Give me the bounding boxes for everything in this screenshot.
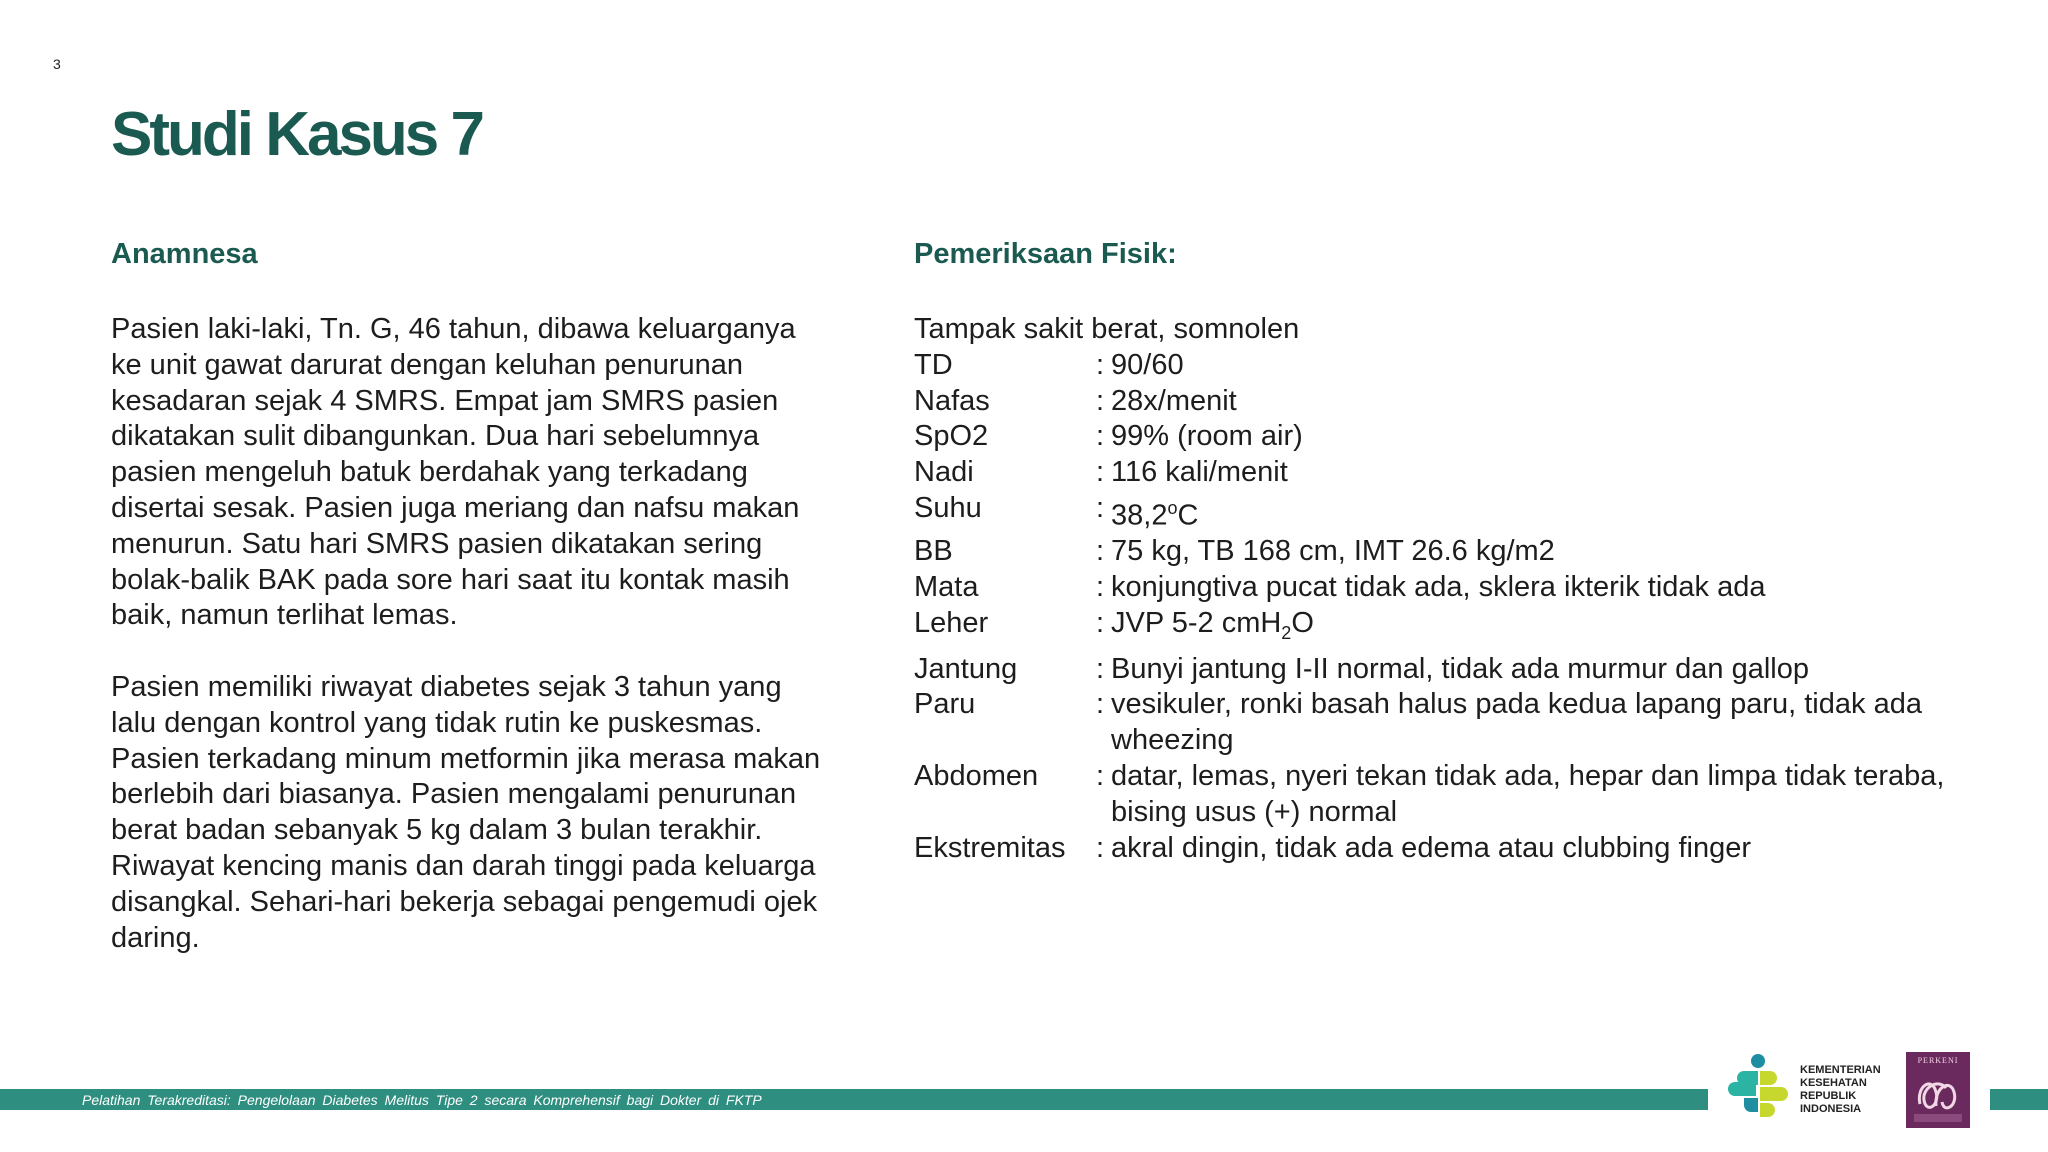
exam-value: 99% (room air) [1111,420,1303,453]
exam-value: Bunyi jantung I-II normal, tidak ada murmur dan gallop [1111,652,1809,685]
exam-row-suhu [914,491,1974,534]
exam-value: akral dingin, tidak ada edema atau clubbing finger [1111,831,1752,864]
exam-colon: : [1096,491,1105,524]
exam-value: datar, lemas, nyeri tekan tidak ada, hepar dan limpa tidak teraba, bising usus (+) normal [1111,760,1945,828]
exam-label: Jantung [914,652,1018,685]
exam-value: 90/60 [1111,348,1184,381]
exam-label: Nafas [914,384,990,417]
exam-row-mata [914,570,1974,606]
exam-colon: : [1096,688,1105,721]
jvp-subscript: 2 [1281,622,1292,643]
exam-label: BB [914,535,953,568]
exam-label: Mata [914,571,979,604]
temperature-value: 38,2 [1111,499,1168,532]
page-number: 3 [53,56,61,72]
footer-band-right [1990,1089,2048,1110]
physical-exam-list [914,312,1974,866]
exam-label: Leher [914,607,989,640]
exam-colon: : [1096,571,1105,604]
exam-row-ekstremitas [914,831,1974,867]
exam-label: Suhu [914,491,982,524]
kemenkes-logo-text [1800,1064,1881,1116]
exam-row-paru [914,687,1974,759]
exam-value: vesikuler, ronki basah halus pada kedua lapang paru, tidak ada wheezing [1111,688,1922,757]
kemenkes-line: REPUBLIK [1800,1090,1857,1102]
slide-title: Studi Kasus 7 [111,100,482,169]
kemenkes-line: INDONESIA [1800,1103,1862,1115]
exam-colon: : [1096,456,1105,489]
exam-value: 116 kali/menit [1111,456,1288,489]
exam-row-leher [914,606,1974,652]
exam-label: Paru [914,688,976,721]
exam-colon: : [1096,348,1105,381]
exam-colon: : [1096,420,1105,453]
anamnesa-paragraph: Pasien memiliki riwayat diabetes sejak 3 tahun yang lalu dengan kontrol yang tidak rutin ke puskesmas. Pasien terkadang minum metformin jika merasa makan berlebih dari biasanya. Pasien mengalami penurunan berat badan sebanyak 5 kg dalam 3 bulan terakhir. Riwayat kencing manis dan darah tinggi pada keluarga disangkal. Sehari-hari bekerja sebagai pengemudi ojek daring. [111,670,821,954]
kemenkes-line: KESEHATAN [1800,1077,1867,1089]
exam-row-td [914,348,1974,384]
exam-value: 28x/menit [1111,384,1237,417]
anamnesa-heading: Anamnesa [111,238,258,270]
exam-colon: : [1096,831,1105,864]
exam-row-nadi [914,455,1974,491]
svg-text:PERKENI: PERKENI [1917,1056,1959,1065]
exam-value: konjungtiva pucat tidak ada, sklera ikterik tidak ada [1111,571,1766,604]
exam-colon: : [1096,535,1105,568]
anamnesa-paragraph: Pasien laki-laki, Tn. G, 46 tahun, dibawa keluarganya ke unit gawat darurat dengan keluhan penurunan kesadaran sejak 4 SMRS. Empat jam SMRS pasien dikatakan sulit dibangunkan. Dua hari sebelumnya pasien mengeluh batuk berdahak yang terkadang disertai sesak. Pasien juga meriang dan nafsu makan menurun. Satu hari SMRS pasien dikatakan sering bolak-balik BAK pada sore hari saat itu kontak masih baik, namun terlihat lemas. [111,313,800,632]
exam-colon: : [1096,652,1105,685]
footer-text: Pelatihan Terakreditasi: Pengelolaan Diabetes Melitus Tipe 2 secara Komprehensif bagi Dokter di FKTP [82,1092,762,1108]
exam-row-nafas [914,384,1974,420]
degree-mark: o [1167,497,1178,518]
exam-row-jantung [914,652,1974,688]
exam-label: SpO2 [914,420,989,453]
exam-row-bb [914,534,1974,570]
kemenkes-logo-icon [1722,1053,1794,1125]
exam-value: 75 kg, TB 168 cm, IMT 26.6 kg/m2 [1111,535,1555,568]
exam-label: Nadi [914,456,974,489]
exam-label: Ekstremitas [914,831,1066,864]
temperature-unit: C [1177,499,1199,532]
anamnesa-text [111,312,831,992]
exam-label: Abdomen [914,760,1039,793]
exam-colon: : [1096,384,1105,417]
jvp-value: JVP 5-2 cmH [1111,607,1282,640]
exam-colon: : [1096,607,1105,640]
exam-value [1111,491,1974,534]
kemenkes-line: KEMENTERIAN [1800,1064,1881,1076]
exam-value [1111,606,1974,652]
exam-label: TD [914,348,953,381]
perkeni-logo-icon [1906,1052,1970,1128]
exam-colon: : [1096,760,1105,793]
pemeriksaan-fisik-heading: Pemeriksaan Fisik: [914,238,1177,270]
exam-row-abdomen [914,759,1974,831]
exam-row-spo2 [914,419,1974,455]
jvp-unit-end: O [1291,607,1314,640]
exam-summary: Tampak sakit berat, somnolen [914,313,1300,345]
